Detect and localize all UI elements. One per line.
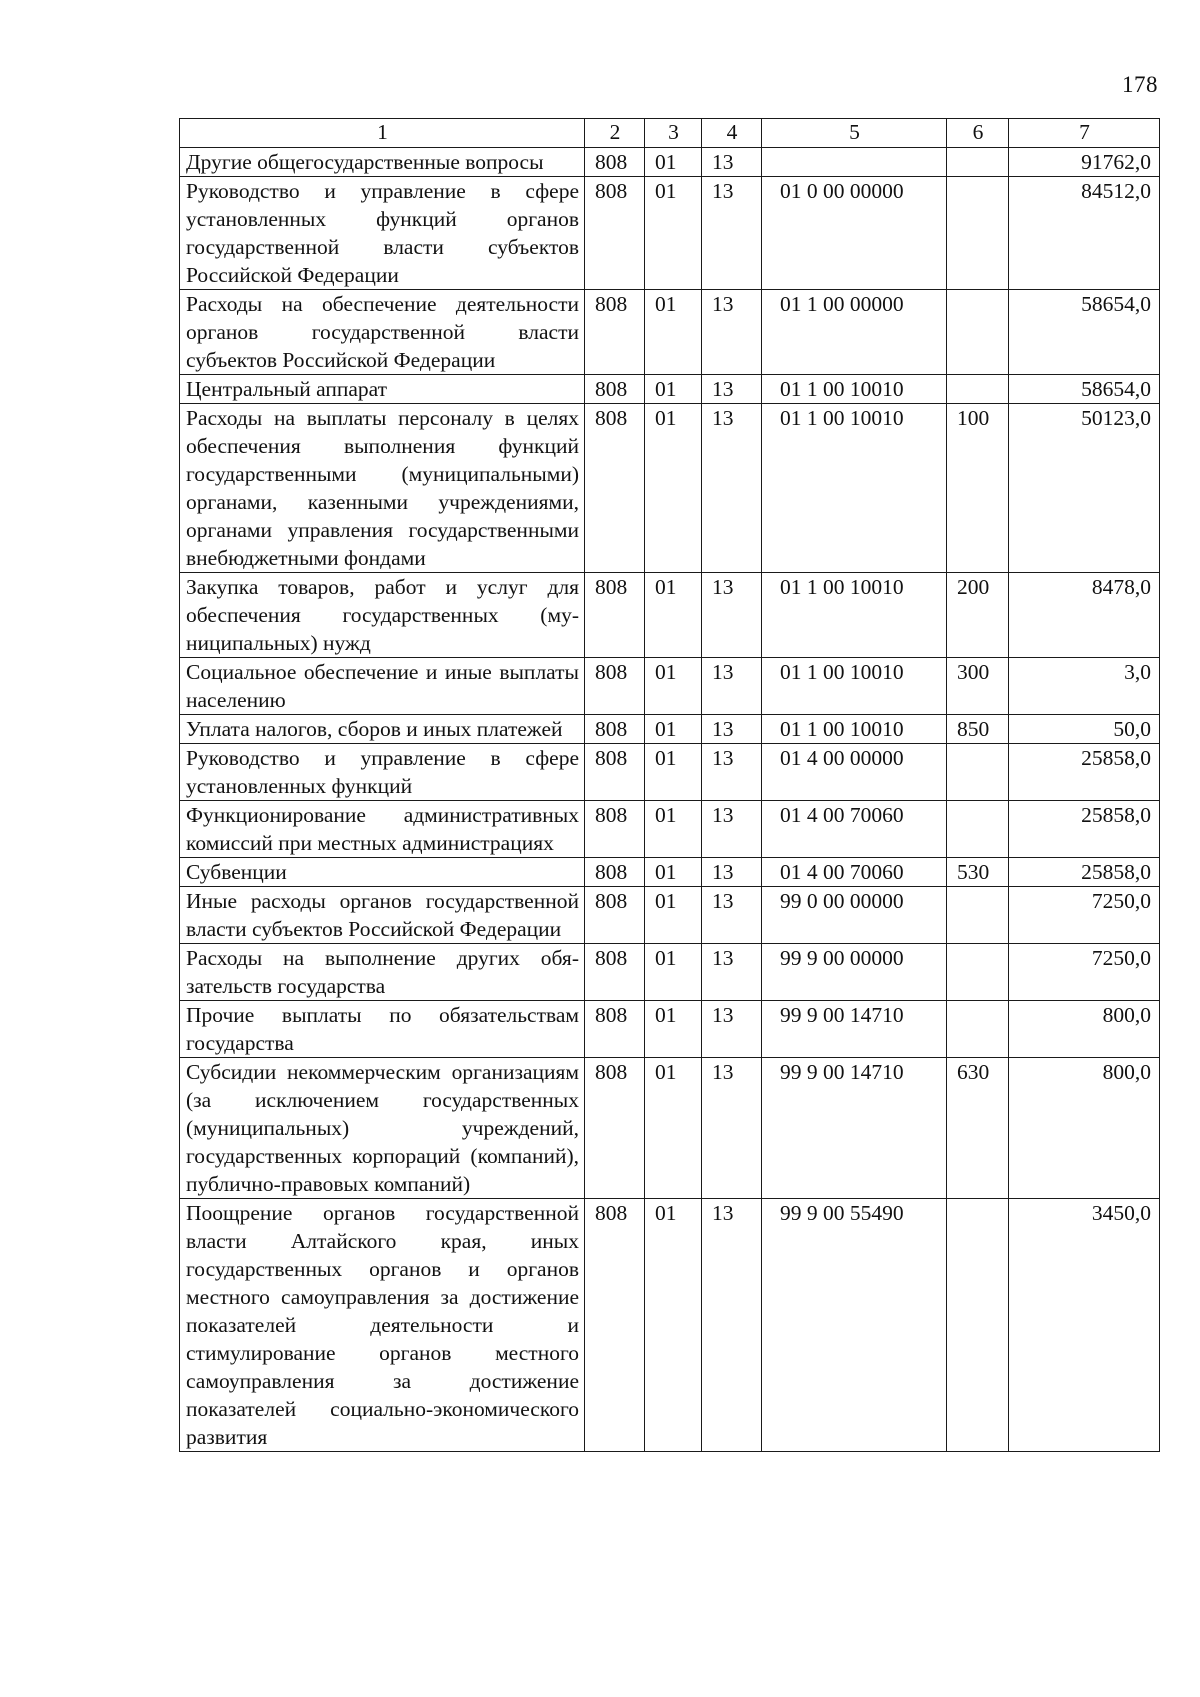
row-pr-cell: 13 — [702, 290, 762, 375]
table-row — [180, 290, 1160, 375]
row-pr-cell: 13 — [702, 801, 762, 858]
row-vr-cell — [947, 1199, 1009, 1452]
row-gl-cell: 808 — [585, 404, 645, 573]
row-pr-cell: 13 — [702, 944, 762, 1001]
row-sum-cell: 3450,0 — [1009, 1199, 1160, 1452]
table-row — [180, 887, 1160, 944]
row-gl-cell: 808 — [585, 1001, 645, 1058]
row-sum-cell: 25858,0 — [1009, 801, 1160, 858]
row-csr-cell: 99 9 00 00000 — [762, 944, 947, 1001]
row-name-cell: Руководство и управление в сфере установленных функций органов государственной власти субъектов Российской Федерации — [180, 177, 585, 290]
row-rz-cell: 01 — [645, 715, 702, 744]
page-number: 178 — [1122, 72, 1158, 97]
row-csr-cell: 01 1 00 10010 — [762, 375, 947, 404]
row-pr-cell: 13 — [702, 1199, 762, 1452]
table-row — [180, 858, 1160, 887]
row-vr-cell — [947, 744, 1009, 801]
row-rz-cell: 01 — [645, 404, 702, 573]
row-csr-cell — [762, 148, 947, 177]
row-gl-cell: 808 — [585, 715, 645, 744]
row-pr-cell: 13 — [702, 573, 762, 658]
row-name-cell: Закупка товаров, работ и услуг для обеспечения государственных (муниципальных) нужд — [180, 573, 585, 658]
row-csr-cell: 99 0 00 00000 — [762, 887, 947, 944]
row-csr-cell: 99 9 00 14710 — [762, 1058, 947, 1199]
row-sum-cell: 7250,0 — [1009, 944, 1160, 1001]
row-vr-cell: 530 — [947, 858, 1009, 887]
table-row — [180, 715, 1160, 744]
row-csr-cell: 01 0 00 00000 — [762, 177, 947, 290]
row-sum-cell: 8478,0 — [1009, 573, 1160, 658]
row-vr-cell — [947, 375, 1009, 404]
row-vr-cell — [947, 148, 1009, 177]
row-csr-cell: 01 1 00 10010 — [762, 715, 947, 744]
table-row — [180, 404, 1160, 573]
row-pr-cell: 13 — [702, 715, 762, 744]
row-pr-cell: 13 — [702, 177, 762, 290]
row-gl-cell: 808 — [585, 801, 645, 858]
budget-table — [179, 118, 1160, 1452]
column-header: 4 — [702, 119, 762, 148]
column-header: 6 — [947, 119, 1009, 148]
row-rz-cell: 01 — [645, 1001, 702, 1058]
row-name-cell: Прочие выплаты по обязательствам государства — [180, 1001, 585, 1058]
row-gl-cell: 808 — [585, 290, 645, 375]
row-sum-cell: 25858,0 — [1009, 744, 1160, 801]
row-vr-cell — [947, 801, 1009, 858]
row-name-cell: Иные расходы органов государственной власти субъектов Российской Федерации — [180, 887, 585, 944]
row-rz-cell: 01 — [645, 148, 702, 177]
row-name-cell: Субсидии некоммерческим организациям (за исключением государственных (муниципальных) учреждений, государственных корпораций (компаний), публично-правовых компаний) — [180, 1058, 585, 1199]
row-csr-cell: 01 1 00 00000 — [762, 290, 947, 375]
column-header: 7 — [1009, 119, 1160, 148]
table-row — [180, 744, 1160, 801]
row-rz-cell: 01 — [645, 858, 702, 887]
row-vr-cell — [947, 177, 1009, 290]
row-gl-cell: 808 — [585, 858, 645, 887]
row-pr-cell: 13 — [702, 858, 762, 887]
row-gl-cell: 808 — [585, 375, 645, 404]
row-rz-cell: 01 — [645, 1199, 702, 1452]
table-row — [180, 573, 1160, 658]
row-csr-cell: 01 1 00 10010 — [762, 573, 947, 658]
row-pr-cell: 13 — [702, 375, 762, 404]
column-header: 1 — [180, 119, 585, 148]
row-vr-cell: 200 — [947, 573, 1009, 658]
row-pr-cell: 13 — [702, 887, 762, 944]
row-name-cell: Другие общегосударственные вопросы — [180, 148, 585, 177]
row-name-cell: Уплата налогов, сборов и иных платежей — [180, 715, 585, 744]
row-name-cell: Центральный аппарат — [180, 375, 585, 404]
row-sum-cell: 84512,0 — [1009, 177, 1160, 290]
row-name-cell: Субвенции — [180, 858, 585, 887]
table-row — [180, 658, 1160, 715]
row-csr-cell: 01 4 00 00000 — [762, 744, 947, 801]
row-pr-cell: 13 — [702, 658, 762, 715]
row-rz-cell: 01 — [645, 290, 702, 375]
row-vr-cell: 300 — [947, 658, 1009, 715]
table-row — [180, 177, 1160, 290]
row-csr-cell: 01 1 00 10010 — [762, 404, 947, 573]
row-rz-cell: 01 — [645, 573, 702, 658]
column-header: 3 — [645, 119, 702, 148]
row-csr-cell: 01 4 00 70060 — [762, 801, 947, 858]
table-row — [180, 1199, 1160, 1452]
row-gl-cell: 808 — [585, 148, 645, 177]
row-csr-cell: 01 1 00 10010 — [762, 658, 947, 715]
row-sum-cell: 50,0 — [1009, 715, 1160, 744]
row-name-cell: Руководство и управление в сфере установленных функций — [180, 744, 585, 801]
row-name-cell: Расходы на обеспечение деятельности органов государственной власти субъектов Российской Федерации — [180, 290, 585, 375]
row-vr-cell: 850 — [947, 715, 1009, 744]
row-gl-cell: 808 — [585, 658, 645, 715]
row-gl-cell: 808 — [585, 573, 645, 658]
row-name-cell: Расходы на выполнение других обязательств государства — [180, 944, 585, 1001]
row-sum-cell: 50123,0 — [1009, 404, 1160, 573]
row-pr-cell: 13 — [702, 1001, 762, 1058]
row-sum-cell: 58654,0 — [1009, 290, 1160, 375]
row-sum-cell: 7250,0 — [1009, 887, 1160, 944]
row-rz-cell: 01 — [645, 801, 702, 858]
row-csr-cell: 99 9 00 55490 — [762, 1199, 947, 1452]
row-vr-cell: 100 — [947, 404, 1009, 573]
row-pr-cell: 13 — [702, 1058, 762, 1199]
row-rz-cell: 01 — [645, 944, 702, 1001]
row-csr-cell: 99 9 00 14710 — [762, 1001, 947, 1058]
row-pr-cell: 13 — [702, 148, 762, 177]
row-rz-cell: 01 — [645, 744, 702, 801]
row-vr-cell — [947, 1001, 1009, 1058]
row-vr-cell — [947, 290, 1009, 375]
row-name-cell: Поощрение органов государственной власти Алтайского края, иных государственных органов и органов местного самоуправления за достижение показателей деятельности и стимулирование органов местного самоуправления за достижение показателей социально-экономического развития — [180, 1199, 585, 1452]
row-csr-cell: 01 4 00 70060 — [762, 858, 947, 887]
table-row — [180, 1058, 1160, 1199]
table-row — [180, 375, 1160, 404]
row-sum-cell: 25858,0 — [1009, 858, 1160, 887]
row-gl-cell: 808 — [585, 887, 645, 944]
row-pr-cell: 13 — [702, 744, 762, 801]
table-row — [180, 801, 1160, 858]
row-sum-cell: 3,0 — [1009, 658, 1160, 715]
row-gl-cell: 808 — [585, 944, 645, 1001]
row-sum-cell: 800,0 — [1009, 1058, 1160, 1199]
row-sum-cell: 58654,0 — [1009, 375, 1160, 404]
row-rz-cell: 01 — [645, 177, 702, 290]
row-gl-cell: 808 — [585, 1058, 645, 1199]
row-sum-cell: 800,0 — [1009, 1001, 1160, 1058]
row-gl-cell: 808 — [585, 177, 645, 290]
column-header: 2 — [585, 119, 645, 148]
row-gl-cell: 808 — [585, 1199, 645, 1452]
row-gl-cell: 808 — [585, 744, 645, 801]
row-rz-cell: 01 — [645, 375, 702, 404]
row-vr-cell — [947, 887, 1009, 944]
row-name-cell: Функционирование административных комиссий при местных администрациях — [180, 801, 585, 858]
column-header: 5 — [762, 119, 947, 148]
row-name-cell: Социальное обеспечение и иные выплаты населению — [180, 658, 585, 715]
table-row — [180, 1001, 1160, 1058]
row-rz-cell: 01 — [645, 658, 702, 715]
row-rz-cell: 01 — [645, 887, 702, 944]
table-row — [180, 944, 1160, 1001]
row-pr-cell: 13 — [702, 404, 762, 573]
row-rz-cell: 01 — [645, 1058, 702, 1199]
table-row — [180, 148, 1160, 177]
row-vr-cell: 630 — [947, 1058, 1009, 1199]
table-header-row — [180, 119, 1160, 148]
row-name-cell: Расходы на выплаты персоналу в целях обеспечения выполнения функций государственными (муниципальными) органами, казенными учреждениями, органами управления государственными внебюджетными фондами — [180, 404, 585, 573]
row-vr-cell — [947, 944, 1009, 1001]
row-sum-cell: 91762,0 — [1009, 148, 1160, 177]
